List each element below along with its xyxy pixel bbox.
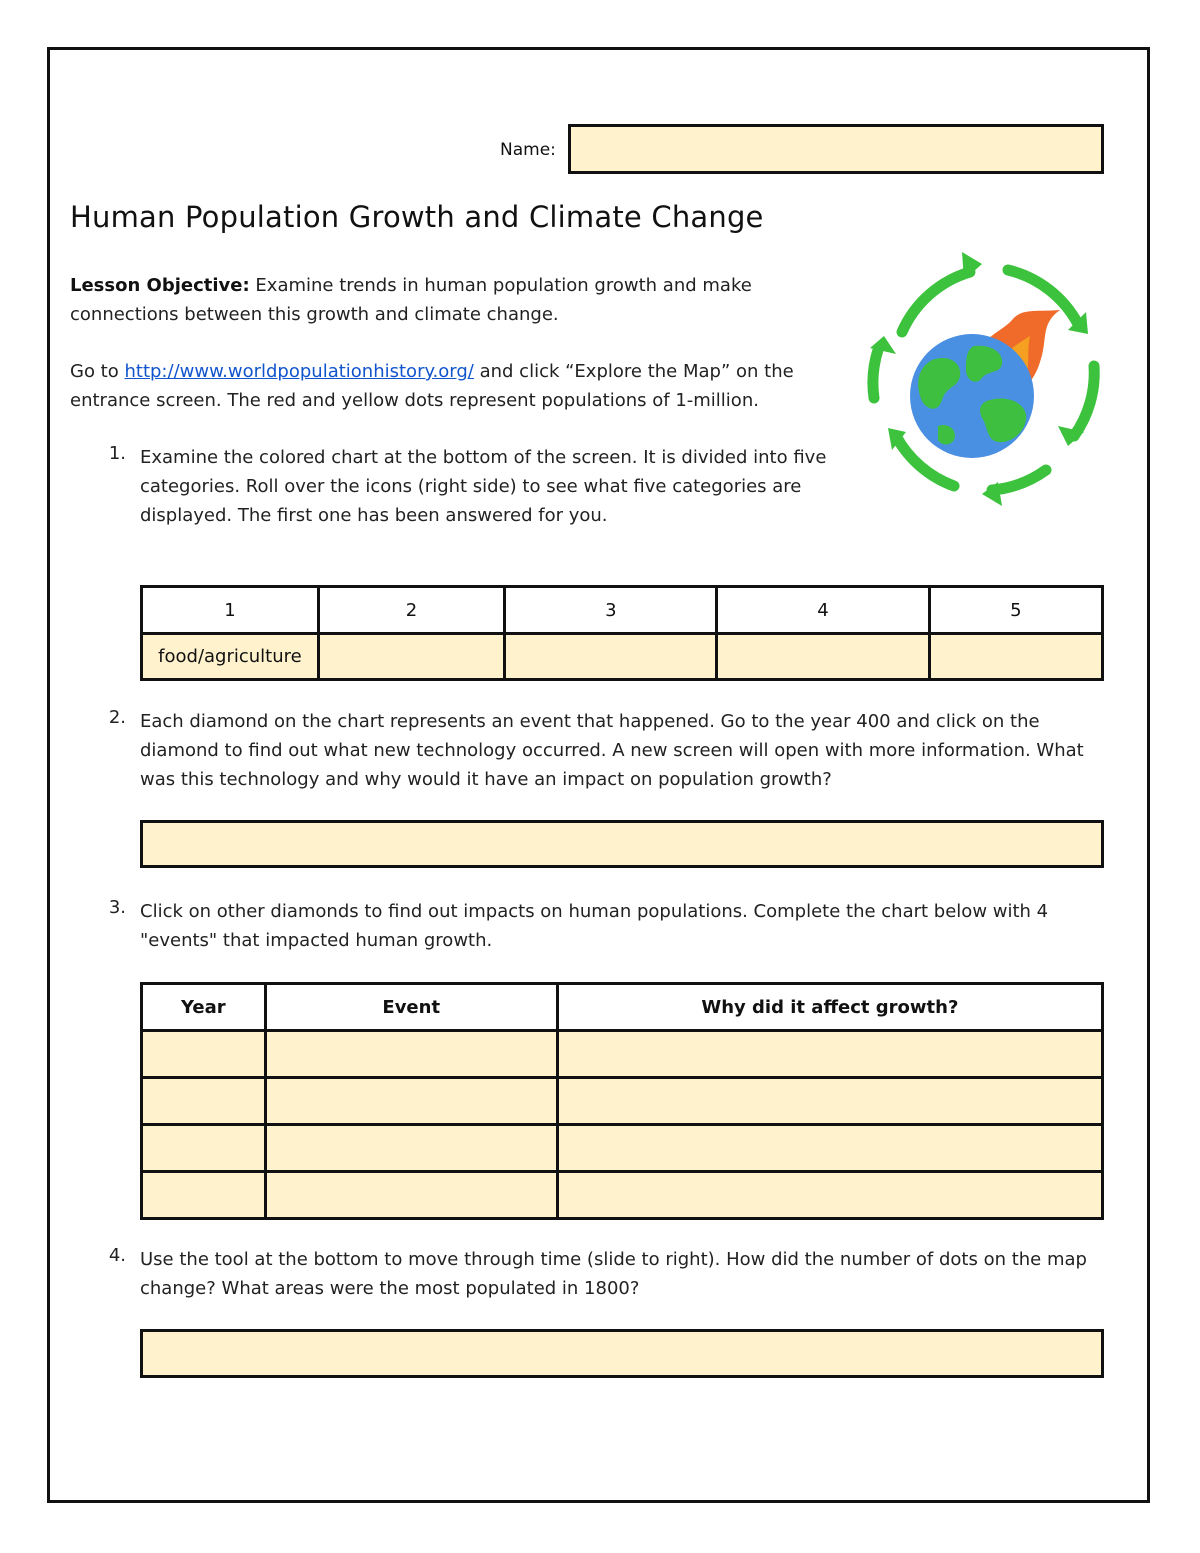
question-1-number: 1. <box>108 443 126 464</box>
question-4-number: 4. <box>108 1245 126 1266</box>
objective-label: Lesson Objective: <box>70 275 250 296</box>
website-link[interactable]: http://www.worldpopulationhistory.org/ <box>124 361 474 382</box>
table-row <box>142 1172 1103 1219</box>
category-answer-cell[interactable] <box>929 634 1102 680</box>
category-answer-cell[interactable] <box>717 634 929 680</box>
name-input[interactable] <box>568 124 1104 174</box>
question-2-answer-box[interactable] <box>140 820 1104 868</box>
earth-climate-cycle-icon <box>862 250 1114 506</box>
objective-text: Examine trends in human population growth and make connections between this growth and climate change. <box>70 275 752 325</box>
year-cell[interactable] <box>142 1125 266 1172</box>
category-header: 1 <box>142 587 319 634</box>
question-2-text: Each diamond on the chart represents an event that happened. Go to the year 400 and click on the diamond to find out what new technology occurred. A new screen will open with more information. What was this technology and why would it have an impact on population growth? <box>140 711 1084 790</box>
instructions-prefix: Go to <box>70 361 125 382</box>
events-table <box>140 982 1104 1220</box>
year-cell[interactable] <box>142 1172 266 1219</box>
category-header: 5 <box>929 587 1102 634</box>
event-cell[interactable] <box>265 1172 557 1219</box>
instructions-suffix: and click “Explore the Map” on the entrance screen. The red and yellow dots represent populations of 1-million. <box>70 361 794 411</box>
reason-cell[interactable] <box>557 1078 1102 1125</box>
page-title: Human Population Growth and Climate Change <box>70 200 764 234</box>
category-answer-cell[interactable]: food/agriculture <box>142 634 319 680</box>
table-row <box>142 1125 1103 1172</box>
question-4-text: Use the tool at the bottom to move through time (slide to right). How did the number of dots on the map change? What areas were the most populated in 1800? <box>140 1249 1087 1299</box>
instructions <box>70 357 860 415</box>
category-answer-cell[interactable] <box>505 634 717 680</box>
events-header-event: Event <box>265 984 557 1031</box>
event-cell[interactable] <box>265 1078 557 1125</box>
reason-cell[interactable] <box>557 1031 1102 1078</box>
category-header: 3 <box>505 587 717 634</box>
question-3-text: Click on other diamonds to find out impacts on human populations. Complete the chart below with 4 "events" that impacted human growth. <box>140 901 1049 951</box>
events-header-year: Year <box>142 984 266 1031</box>
question-3-number: 3. <box>108 897 126 918</box>
event-cell[interactable] <box>265 1031 557 1078</box>
year-cell[interactable] <box>142 1078 266 1125</box>
category-header: 4 <box>717 587 929 634</box>
reason-cell[interactable] <box>557 1172 1102 1219</box>
table-row <box>142 1078 1103 1125</box>
question-4-answer-box[interactable] <box>140 1329 1104 1378</box>
reason-cell[interactable] <box>557 1125 1102 1172</box>
table-row <box>142 1031 1103 1078</box>
question-2-number: 2. <box>108 707 126 728</box>
events-header-why: Why did it affect growth? <box>557 984 1102 1031</box>
lesson-objective <box>70 271 830 329</box>
year-cell[interactable] <box>142 1031 266 1078</box>
event-cell[interactable] <box>265 1125 557 1172</box>
categories-table <box>140 585 1104 681</box>
category-answer-cell[interactable] <box>318 634 504 680</box>
question-1-text: Examine the colored chart at the bottom of the screen. It is divided into five categories. Roll over the icons (right side) to see what five categories are displayed. The first one has been answered for you. <box>140 447 827 526</box>
name-label: Name: <box>500 140 556 160</box>
category-header: 2 <box>318 587 504 634</box>
